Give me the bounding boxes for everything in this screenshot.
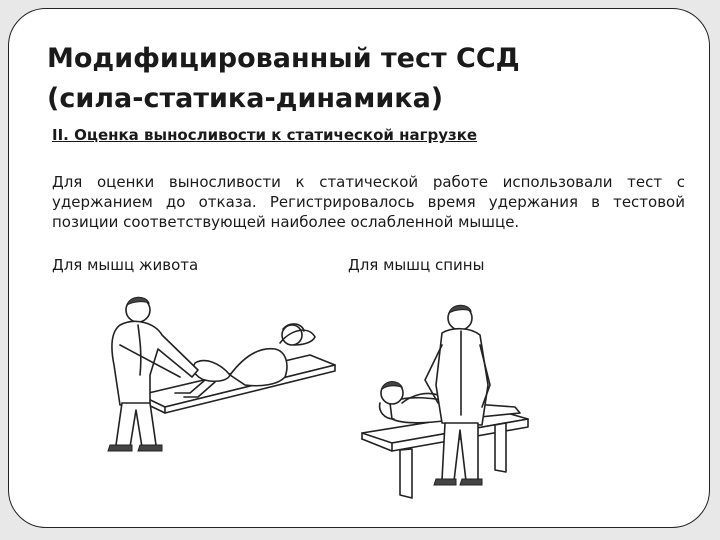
title-line-2: (сила-статика-динамика) [47,83,444,114]
title-line-1: Модифицированный тест ССД [47,43,520,74]
caption-back: Для мышц спины [348,256,485,274]
caption-abdominal: Для мышц живота [52,256,199,274]
slide-title [47,39,687,119]
back-test-illustration [350,285,550,510]
description-paragraph: Для оценки выносливости к статической работе использовали тест с удержанием до отказа. Регистрировалось время удержания в тестовой позиции соответствующей наиболее ослабленной мышце. [52,173,685,231]
abdominal-test-illustration [80,285,345,460]
section-heading: II. Оценка выносливости к статической нагрузке [52,126,478,144]
